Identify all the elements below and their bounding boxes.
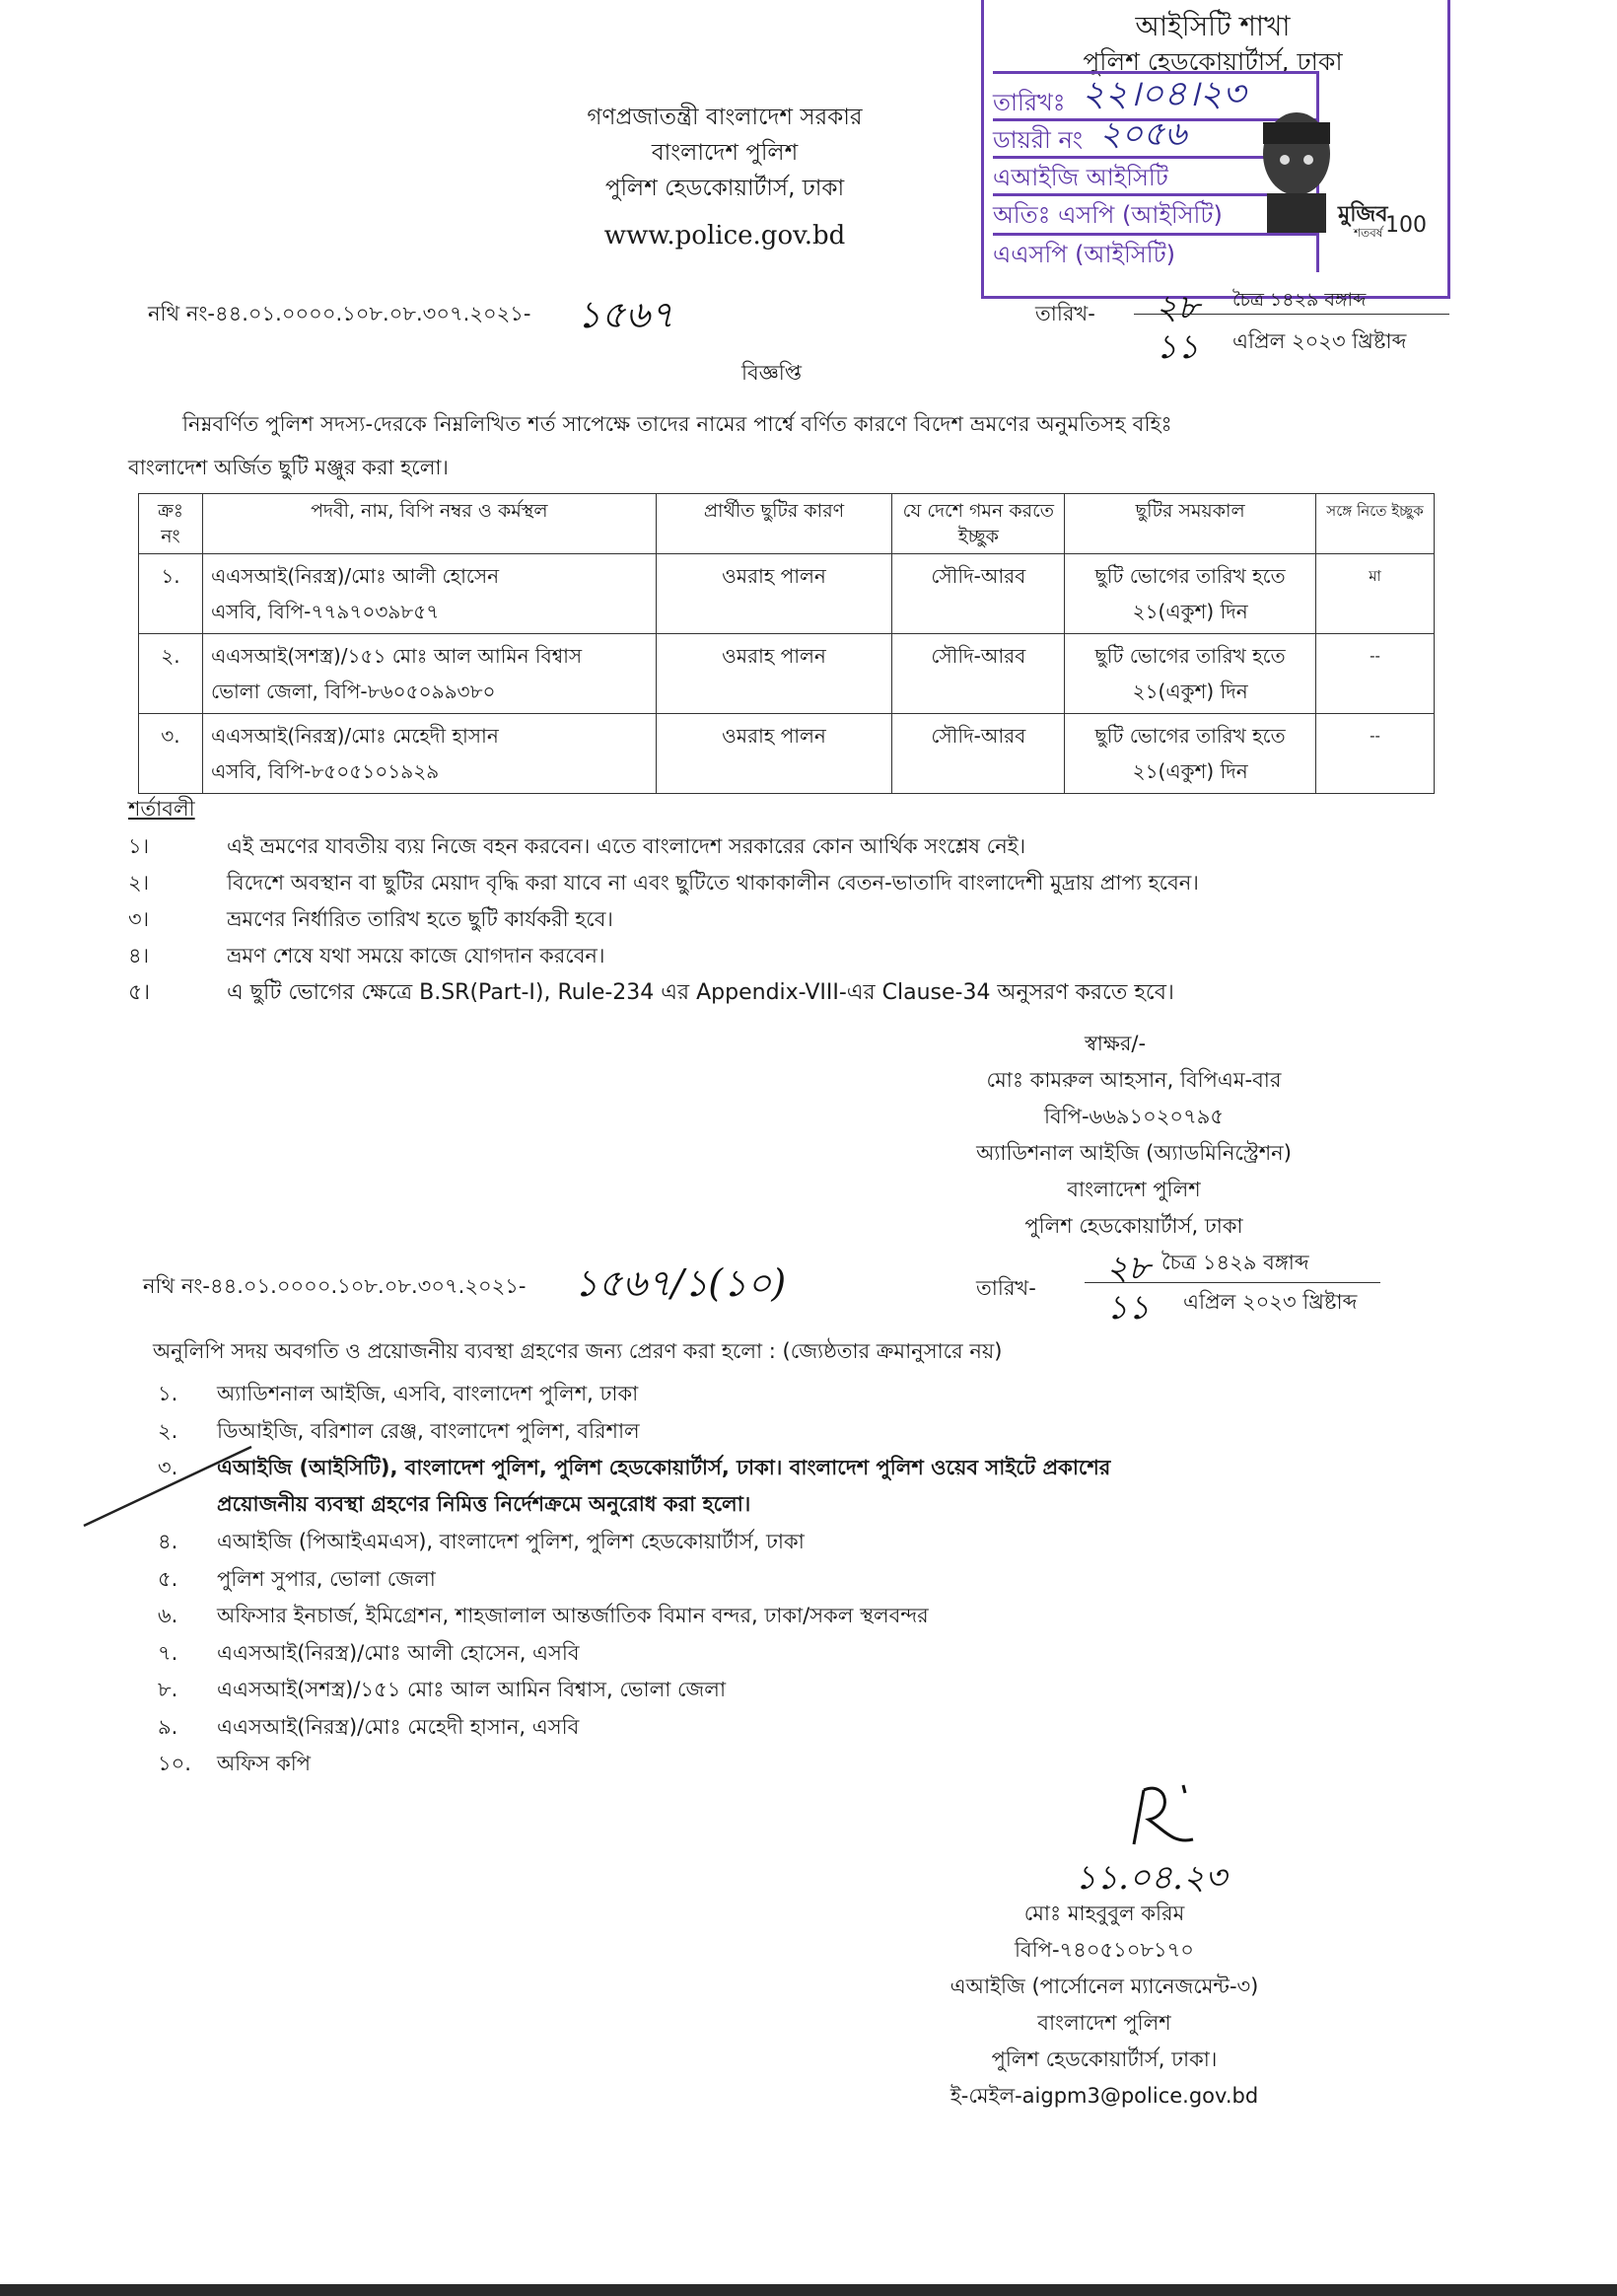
cell-period-line1: ছুটি ভোগের তারিখ হতে: [1094, 724, 1286, 748]
leave-table: [138, 493, 1435, 794]
cell-sl: ২.: [139, 634, 203, 714]
condition-number: ১।: [128, 834, 150, 858]
memo2-file-number: নথি নং-৪৪.০১.০০০০.১০৮.০৮.৩০৭.২০২১-: [143, 1274, 527, 1298]
stamp-diary-value: ২০৫৬: [1099, 114, 1187, 154]
cell-country: সৌদি-আরব: [892, 714, 1065, 794]
table-row: [139, 714, 1435, 794]
memo-date-bn-hand: ২৮: [1156, 288, 1200, 327]
condition-number: ২।: [128, 871, 150, 895]
header-govt: গণপ্রজাতন্ত্রী বাংলাদেশ সরকার: [587, 105, 863, 130]
cell-sl: ৩.: [139, 714, 203, 794]
signature2-designation: এআইজি (পার্সোনেল ম্যানেজমেন্ট-৩): [949, 1974, 1259, 1998]
copy-number: ৮.: [158, 1678, 178, 1701]
copy-text: ডিআইজি, বরিশাল রেঞ্জ, বাংলাদেশ পুলিশ, বরিশাল: [217, 1418, 640, 1443]
memo2-file-handwritten: ১৫৬৭/১(১০): [574, 1261, 787, 1305]
stamp-date-value: ২২।০৪।২৩: [1082, 74, 1246, 114]
memo-date-bn: চৈত্র ১৪২৯ বঙ্গাব্দ: [1232, 289, 1367, 311]
table-header-row: [139, 494, 1435, 554]
memo-body-line1: নিম্নবর্ণিত পুলিশ সদস্য-দেরকে নিম্নলিখিত শর্ত সাপেক্ষে তাদের নামের পার্শ্বে বর্ণিত কারণে বিদেশ ভ্রমণের অনুমতিসহ বহিঃ: [182, 412, 1172, 436]
copy-number: ৭.: [158, 1640, 178, 1665]
signature2-email: ই-মেইল-aigpm3@police.gov.bd: [949, 2084, 1259, 2108]
copy-number: ১.: [158, 1382, 178, 1405]
cell-period: [1065, 554, 1316, 634]
copy-text: পুলিশ সুপার, ভোলা জেলা: [217, 1566, 436, 1591]
cell-name-line2: এসবি, বিপি-৮৫০৫১০১৯২৯: [210, 759, 440, 783]
cell-period: [1065, 634, 1316, 714]
signature1-bp: বিপি-৬৬৯১০২০৭৯৫: [1044, 1105, 1224, 1128]
copy-number: ১০.: [158, 1752, 191, 1775]
memo2-date-bn: চৈত্র ১৪২৯ বঙ্গাব্দ: [1161, 1251, 1309, 1274]
cell-sl: ১.: [139, 554, 203, 634]
signature1-designation: অ্যাডিশনাল আইজি (অ্যাডমিনিস্ট্রেশন): [976, 1141, 1292, 1165]
memo2-intro: অনুলিপি সদয় অবগতি ও প্রয়োজনীয় ব্যবস্থা গ্রহণের জন্য প্রেরণ করা হলো : (জ্যেষ্ঠতার ক্রমানুসারে নয়): [153, 1339, 1003, 1363]
cell-name: [202, 554, 656, 634]
copy-number: ৬.: [158, 1604, 178, 1627]
copy-number: ৩.: [158, 1456, 178, 1479]
memo2-date-bn-hand: ২৮: [1106, 1249, 1151, 1288]
signature1-signed: স্বাক্ষর/-: [1085, 1032, 1147, 1055]
copy-text: এএসআই(নিরস্ত্র)/মোঃ মেহেদী হাসান, এসবি: [217, 1714, 580, 1739]
col-header-sl: ক্রঃ নং: [139, 494, 203, 554]
memo-file-number: নথি নং-৪৪.০১.০০০০.১০৮.০৮.৩০৭.২০২১-: [148, 302, 531, 325]
ict-section-stamp: [971, 0, 1474, 306]
col-header-name: পদবী, নাম, বিপি নম্বর ও কর্মস্থল: [202, 494, 656, 554]
signature2-hand-date: ১১.০৪.২৩: [1075, 1858, 1228, 1898]
memo2-date-label: তারিখ-: [976, 1276, 1036, 1300]
signature1-block: [887, 1026, 1380, 1245]
memo2-date-en-hand: ১১: [1106, 1288, 1151, 1327]
memo-file-handwritten: ১৫৬৭: [577, 293, 674, 336]
signature1-office: পুলিশ হেডকোয়ার্টার্স, ঢাকা: [1024, 1214, 1243, 1238]
cell-companion: --: [1316, 714, 1435, 794]
memo2-date-en: এপ্রিল ২০২৩ খ্রিষ্টাব্দ: [1183, 1290, 1358, 1314]
stamp-logo-small: শতবর্ষ: [1354, 226, 1383, 240]
pen-strike-icon: [79, 1442, 256, 1531]
stamp-asp: এএসপি (আইসিটি): [993, 241, 1176, 268]
cell-companion: মা: [1316, 554, 1435, 634]
copy-text: এআইজি (আইসিটি), বাংলাদেশ পুলিশ, পুলিশ হেডকোয়ার্টার্স, ঢাকা। বাংলাদেশ পুলিশ ওয়েব সাইটে প্রকাশের: [217, 1456, 1111, 1479]
memo-body-line2: বাংলাদেশ অর্জিত ছুটি মঞ্জুর করা হলো।: [128, 456, 449, 479]
copy-text: এআইজি (পিআইএমএস), বাংলাদেশ পুলিশ, পুলিশ হেডকোয়ার্টার্স, ঢাকা: [217, 1530, 805, 1553]
condition-text: এই ভ্রমণের যাবতীয় ব্যয় নিজে বহন করবেন। এতে বাংলাদেশ সরকারের কোন আর্থিক সংশ্লেষ নেই।: [227, 834, 1026, 858]
copy-text: অ্যাডিশনাল আইজি, এসবি, বাংলাদেশ পুলিশ, ঢাকা: [217, 1382, 639, 1405]
stamp-logo-text: মুজিব: [1338, 202, 1388, 227]
stamp-diary-label: ডায়রী নং: [993, 126, 1084, 154]
header-hq: পুলিশ হেডকোয়ার্টার্স, ঢাকা: [604, 176, 845, 201]
copy-number: ২.: [158, 1418, 178, 1443]
memo-date-en-hand: ১১: [1156, 327, 1200, 367]
condition-text: বিদেশে অবস্থান বা ছুটির মেয়াদ বৃদ্ধি করা যাবে না এবং ছুটিতে থাকাকালীন বেতন-ভাতাদি বাংলাদেশী মুদ্রায় প্রাপ্য হবেন।: [227, 871, 1199, 895]
stamp-logo-num: 100: [1385, 213, 1427, 238]
table-row: [139, 634, 1435, 714]
signature2-bp: বিপি-৭৪০৫১০৮১৭০: [1015, 1938, 1194, 1962]
cell-name-line2: এসবি, বিপি-৭৭৯৭০৩৯৮৫৭: [210, 600, 440, 623]
conditions-title: শর্তাবলী: [128, 797, 195, 821]
cell-period-line1: ছুটি ভোগের তারিখ হতে: [1094, 564, 1286, 588]
stamp-aig-ict: এআইজি আইসিটি: [993, 164, 1168, 191]
copy-text: অফিসার ইনচার্জ, ইমিগ্রেশন, শাহজালাল আন্তর্জাতিক বিমান বন্দর, ঢাকা/সকল স্থলবন্দর: [217, 1604, 929, 1627]
col-header-companion: সঙ্গে নিতে ইচ্ছুক: [1316, 494, 1435, 554]
memo-date-en: এপ্রিল ২০২৩ খ্রিষ্টাব্দ: [1232, 329, 1407, 353]
signature1-org: বাংলাদেশ পুলিশ: [1067, 1178, 1201, 1201]
col-header-country: যে দেশে গমন করতে ইচ্ছুক: [892, 494, 1065, 554]
handwritten-initial-icon: [1114, 1775, 1203, 1854]
copy-text: এএসআই(সশস্ত্র)/১৫১ মোঃ আল আমিন বিশ্বাস, ভোলা জেলা: [217, 1678, 727, 1701]
cell-period-line2: ২১(একুশ) দিন: [1132, 600, 1248, 623]
copy-number: ৪.: [158, 1530, 178, 1553]
signature2-name: মোঃ মাহবুবুল করিম: [1023, 1901, 1185, 1925]
stamp-title: আইসিটি শাখা: [1135, 10, 1291, 42]
cell-reason: ওমরাহ পালন: [656, 714, 892, 794]
cell-period-line2: ২১(একুশ) দিন: [1132, 680, 1248, 703]
signature2-org: বাংলাদেশ পুলিশ: [1037, 2011, 1171, 2035]
condition-text: ভ্রমণের নির্ধারিত তারিখ হতে ছুটি কার্যকরী হবে।: [227, 907, 613, 931]
copy-text: অফিস কপি: [217, 1752, 312, 1775]
cell-country: সৌদি-আরব: [892, 554, 1065, 634]
cell-name-line1: এএসআই(নিরস্ত্র)/মোঃ আলী হোসেন: [210, 564, 500, 588]
copy-text: এএসআই(নিরস্ত্র)/মোঃ আলী হোসেন, এসবি: [217, 1640, 580, 1665]
condition-text: এ ছুটি ভোগের ক্ষেত্রে B.SR(Part-I), Rule-234 এর Appendix-VIII-এর Clause-34 অনুসরণ করতে হবে।: [227, 980, 1174, 1005]
cell-reason: ওমরাহ পালন: [656, 634, 892, 714]
cell-period-line1: ছুটি ভোগের তারিখ হতে: [1094, 644, 1286, 668]
condition-number: ৩।: [128, 907, 150, 931]
copy-number: ৫.: [158, 1566, 178, 1591]
signature2-office: পুলিশ হেডকোয়ার্টার্স, ঢাকা।: [991, 2047, 1218, 2071]
cell-name: [202, 634, 656, 714]
cell-name: [202, 714, 656, 794]
cell-companion: --: [1316, 634, 1435, 714]
signature2-block: [858, 1896, 1351, 2115]
stamp-addl-sp: অতিঃ এসপি (আইসিটি): [993, 201, 1223, 229]
condition-text: ভ্রমণ শেষে যথা সময়ে কাজে যোগদান করবেন।: [227, 944, 605, 968]
header-website: www.police.gov.bd: [603, 221, 846, 251]
copy-number: ৯.: [158, 1714, 178, 1739]
cell-name-line2: ভোলা জেলা, বিপি-৮৬০৫০৯৯৩৮০: [210, 680, 496, 703]
memo-subject: বিজ্ঞপ্তি: [741, 361, 803, 385]
header-police: বাংলাদেশ পুলিশ: [651, 140, 799, 166]
copy-text-line2: প্রয়োজনীয় ব্যবস্থা গ্রহণের নিমিত্ত নির্দেশক্রমে অনুরোধ করা হলো।: [217, 1492, 751, 1516]
memo-date-label: তারিখ-: [1035, 302, 1095, 325]
stamp-subtitle: পুলিশ হেডকোয়ার্টার্স, ঢাকা: [1083, 47, 1343, 76]
cell-name-line1: এএসআই(নিরস্ত্র)/মোঃ মেহেদী হাসান: [210, 724, 499, 748]
col-header-reason: প্রার্থীত ছুটির কারণ: [656, 494, 892, 554]
signature1-name: মোঃ কামরুল আহসান, বিপিএম-বার: [986, 1068, 1282, 1092]
cell-period-line2: ২১(একুশ) দিন: [1132, 759, 1248, 783]
cell-period: [1065, 714, 1316, 794]
cell-country: সৌদি-আরব: [892, 634, 1065, 714]
col-header-period: ছুটির সময়কাল: [1065, 494, 1316, 554]
condition-number: ৪।: [128, 944, 150, 968]
cell-name-line1: এএসআই(সশস্ত্র)/১৫১ মোঃ আল আমিন বিশ্বাস: [210, 644, 583, 668]
condition-number: ৫।: [128, 980, 151, 1005]
cell-reason: ওমরাহ পালন: [656, 554, 892, 634]
stamp-date-label: তারিখঃ: [993, 89, 1066, 116]
table-row: [139, 554, 1435, 634]
scan-edge: [0, 2284, 1617, 2296]
